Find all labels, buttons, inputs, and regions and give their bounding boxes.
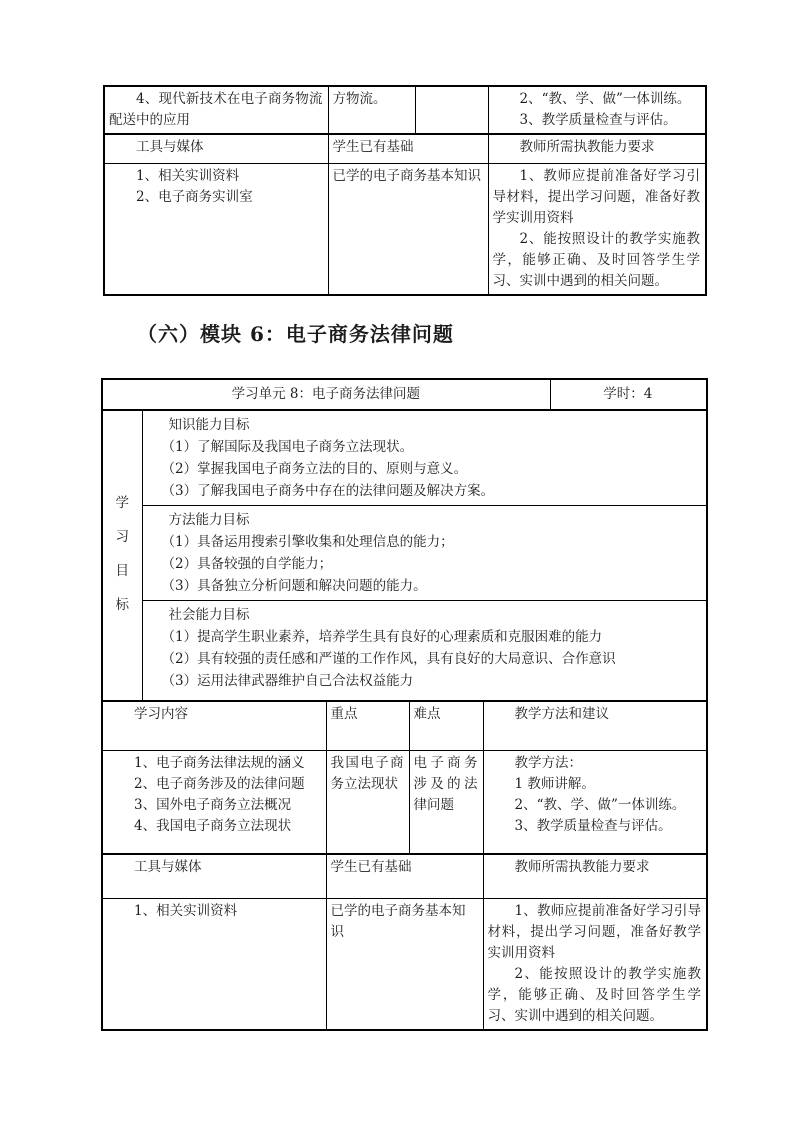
content-item: 1、电子商务法律法规的涵义 [134,755,305,771]
unit-hours-cell [550,379,707,410]
goal-item: （1）具备运用搜索引擎收集和处理信息的能力； [161,534,454,550]
tools-list-cell [104,164,328,296]
goals-label-char: 目 [115,562,129,579]
keypoint-text: 方物流。 [332,91,387,107]
tools-item: 1、相关实训资料 [136,168,240,184]
content-body-row [102,751,707,855]
unit8-table [101,378,708,1031]
requirements-header-label: 教师所需执教能力要求 [519,139,655,155]
social-goal-section [143,600,707,700]
goal-item: （2）掌握我国电子商务立法的目的、原则与意义。 [161,461,468,477]
unit-hours: 学时：4 [603,386,653,402]
methods-line: 2、“教、学、做”一体训练。 [514,797,686,813]
methods-line: 教学方法： [514,755,582,771]
knowledge-goal-section [143,411,707,505]
content-cell [104,86,328,134]
difficulty-header-label: 难点 [413,706,441,722]
difficulty-text: 电子商务涉及的法律问题 [413,755,478,813]
methods-line: 2、“教、学、做”一体训练。 [519,91,691,107]
goal-section-title: 知识能力目标 [168,417,250,433]
tools-header-cell [104,134,328,164]
requirement-paragraph: 1、教师应提前准备好学习引导材料，提出学习问题，准备好教学实训用资料 [487,903,702,961]
section-heading: （六）模块 6：电子商务法律问题 [137,322,454,346]
keypoint-header-cell [326,701,409,751]
content-item: 2、电子商务涉及的法律问题 [134,776,305,792]
unit-title-cell [102,379,550,410]
content-item: 4、我国电子商务立法现状 [134,818,292,834]
requirement-paragraph: 2、能按照设计的教学实施教学，能够正确、及时回答学生学习、实训中遇到的相关问题。 [487,966,702,1024]
tools-item: 1、相关实训资料 [134,903,238,919]
module5-table-fragment [103,85,707,296]
requirements-header-cell [488,134,706,164]
basis-header-label: 学生已有基础 [330,859,412,875]
goal-section-title: 方法能力目标 [168,512,250,528]
requirement-paragraph: 2、能按照设计的教学实施教学，能够正确、及时回答学生学习、实训中遇到的相关问题。 [492,231,700,289]
basis-text: 已学的电子商务基本知识 [332,168,481,184]
difficulty-cell [409,751,483,855]
keypoint-text: 我国电子商务立法现状 [330,755,404,792]
goal-item: （3）运用法律武器维护自己合法权益能力 [161,673,414,689]
goal-section-title: 社会能力目标 [168,607,250,623]
keypoint-cell [326,751,409,855]
tools-body-row [104,164,706,296]
methods-line: 3、教学质量检查与评估。 [519,112,677,128]
methods-line: 3、教学质量检查与评估。 [514,818,672,834]
content-list-cell [102,751,326,855]
keypoint-cell [328,86,415,134]
goal-item: （1）提高学生职业素养，培养学生具有良好的心理素质和克服困难的能力 [161,629,603,645]
goals-label-char: 学 [115,494,129,511]
requirements-cell [483,899,707,1031]
basis-cell [328,164,488,296]
requirements-cell [488,164,706,296]
tools-header-row [104,134,706,164]
content-header-row [102,701,707,751]
unit-header-row [102,379,707,410]
content-item: 3、国外电子商务立法概况 [134,797,292,813]
tools-item: 2、电子商务实训室 [136,189,253,205]
goals-content-cell [142,410,707,701]
goals-row [102,410,707,701]
tools-header-label: 工具与媒体 [136,139,204,155]
difficulty-cell-empty [415,86,488,134]
goals-label-char: 标 [115,596,129,613]
methods-header-cell [483,701,707,751]
methods-cell [488,86,706,134]
difficulty-header-cell [409,701,483,751]
goals-label-char: 习 [115,528,129,545]
requirements-header-cell [483,854,707,899]
carryover-row [104,86,706,134]
goal-item: （2）具有较强的责任感和严谨的工作作风，具有良好的大局意识、合作意识 [161,651,616,667]
requirements-header-label: 教师所需执教能力要求 [514,859,650,875]
basis-header-label: 学生已有基础 [332,139,414,155]
goal-item: （2）具备较强的自学能力； [161,556,333,572]
methods-line: 1 教师讲解。 [514,776,595,792]
content-header-cell [102,701,326,751]
goal-item: （3）了解我国电子商务中存在的法律问题及解决方案。 [161,483,495,499]
goal-item: （3）具备独立分析问题和解决问题的能力。 [161,578,427,594]
content-header-label: 学习内容 [134,706,188,722]
method-goal-section [143,505,707,600]
tools-header-label: 工具与媒体 [134,859,202,875]
basis-header-cell [326,854,483,899]
goals-vertical-label [103,411,142,697]
keypoint-header-label: 重点 [330,706,358,722]
methods-header-label: 教学方法和建议 [514,706,609,722]
tools-body-row [102,899,707,1031]
methods-cell [483,751,707,855]
unit-title: 学习单元 8：电子商务法律问题 [231,386,420,402]
goals-label-cell [102,410,142,701]
tools-header-row [102,854,707,899]
tools-header-cell [102,854,326,899]
content-text: 4、现代新技术在电子商务物流配送中的应用 [109,91,323,128]
basis-text: 已学的电子商务基本知识 [330,903,466,940]
basis-header-cell [328,134,488,164]
basis-cell [326,899,483,1031]
requirement-paragraph: 1、教师应提前准备好学习引导材料，提出学习问题，准备好教学实训用资料 [492,168,700,226]
goal-item: （1）了解国际及我国电子商务立法现状。 [161,439,414,455]
tools-list-cell [102,899,326,1031]
